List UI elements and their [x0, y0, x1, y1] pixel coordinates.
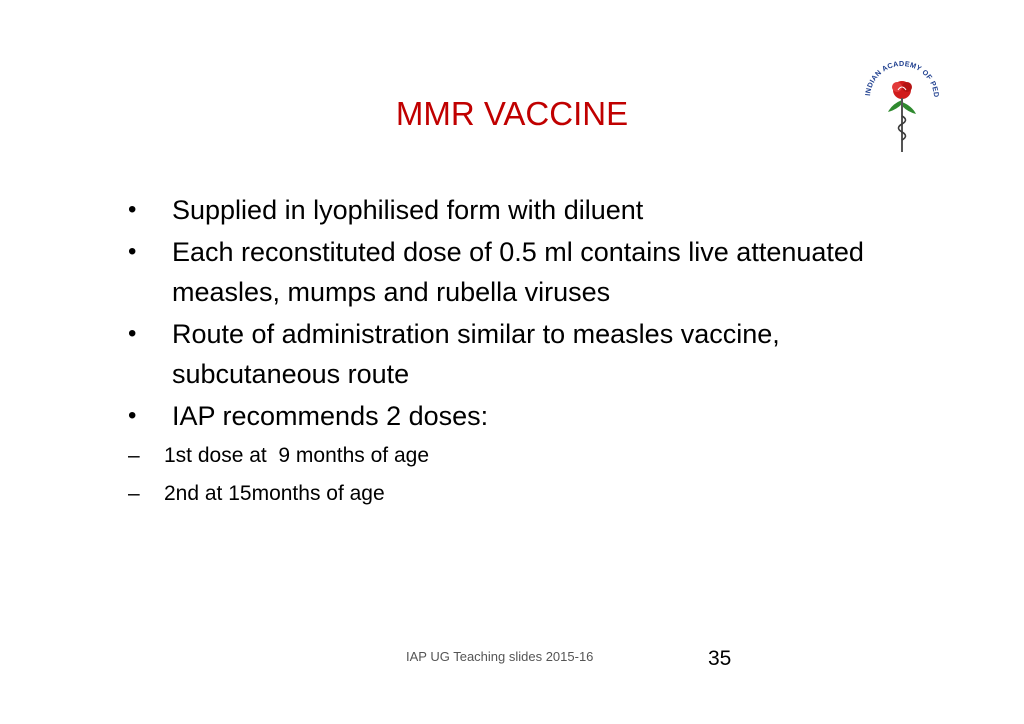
bullet-text: Each reconstituted dose of 0.5 ml contains live attenuated measles, mumps and rubella viruses [172, 237, 879, 307]
bullet-text: Supplied in lyophilised form with diluent [172, 195, 644, 225]
bullet-text: Route of administration similar to measles vaccine, subcutaneous route [172, 319, 780, 389]
bullet-item [122, 396, 912, 436]
svg-text:INDIAN ACADEMY OF PEDIATRICS: INDIAN ACADEMY OF PED [863, 60, 942, 98]
bullet-item [122, 314, 912, 394]
sub-list [124, 437, 430, 513]
title-text: MMR VACCINE [395, 95, 629, 132]
sub-item [128, 437, 429, 475]
bullet-dot: • [128, 402, 137, 429]
bullet-text: IAP recommends 2 doses: [172, 401, 489, 431]
bullet-dot: • [128, 320, 137, 347]
page-number: 35 [708, 647, 732, 670]
footer-text: IAP UG Teaching slides 2015-16 [406, 649, 594, 664]
bullet-dot: • [128, 196, 137, 223]
sub-item [128, 475, 429, 513]
sub-text: 2nd at 15months of age [164, 482, 385, 505]
rose-and-staff-logo-icon [862, 60, 942, 156]
sub-dash: – [128, 444, 140, 467]
iap-logo [862, 60, 942, 156]
bullet-list [122, 190, 912, 438]
bullet-dot: • [128, 238, 137, 265]
sub-dash: – [128, 482, 140, 505]
sub-text: 1st dose at 9 months of age [164, 444, 430, 467]
bullet-item [122, 190, 912, 230]
bullet-item [122, 232, 912, 312]
